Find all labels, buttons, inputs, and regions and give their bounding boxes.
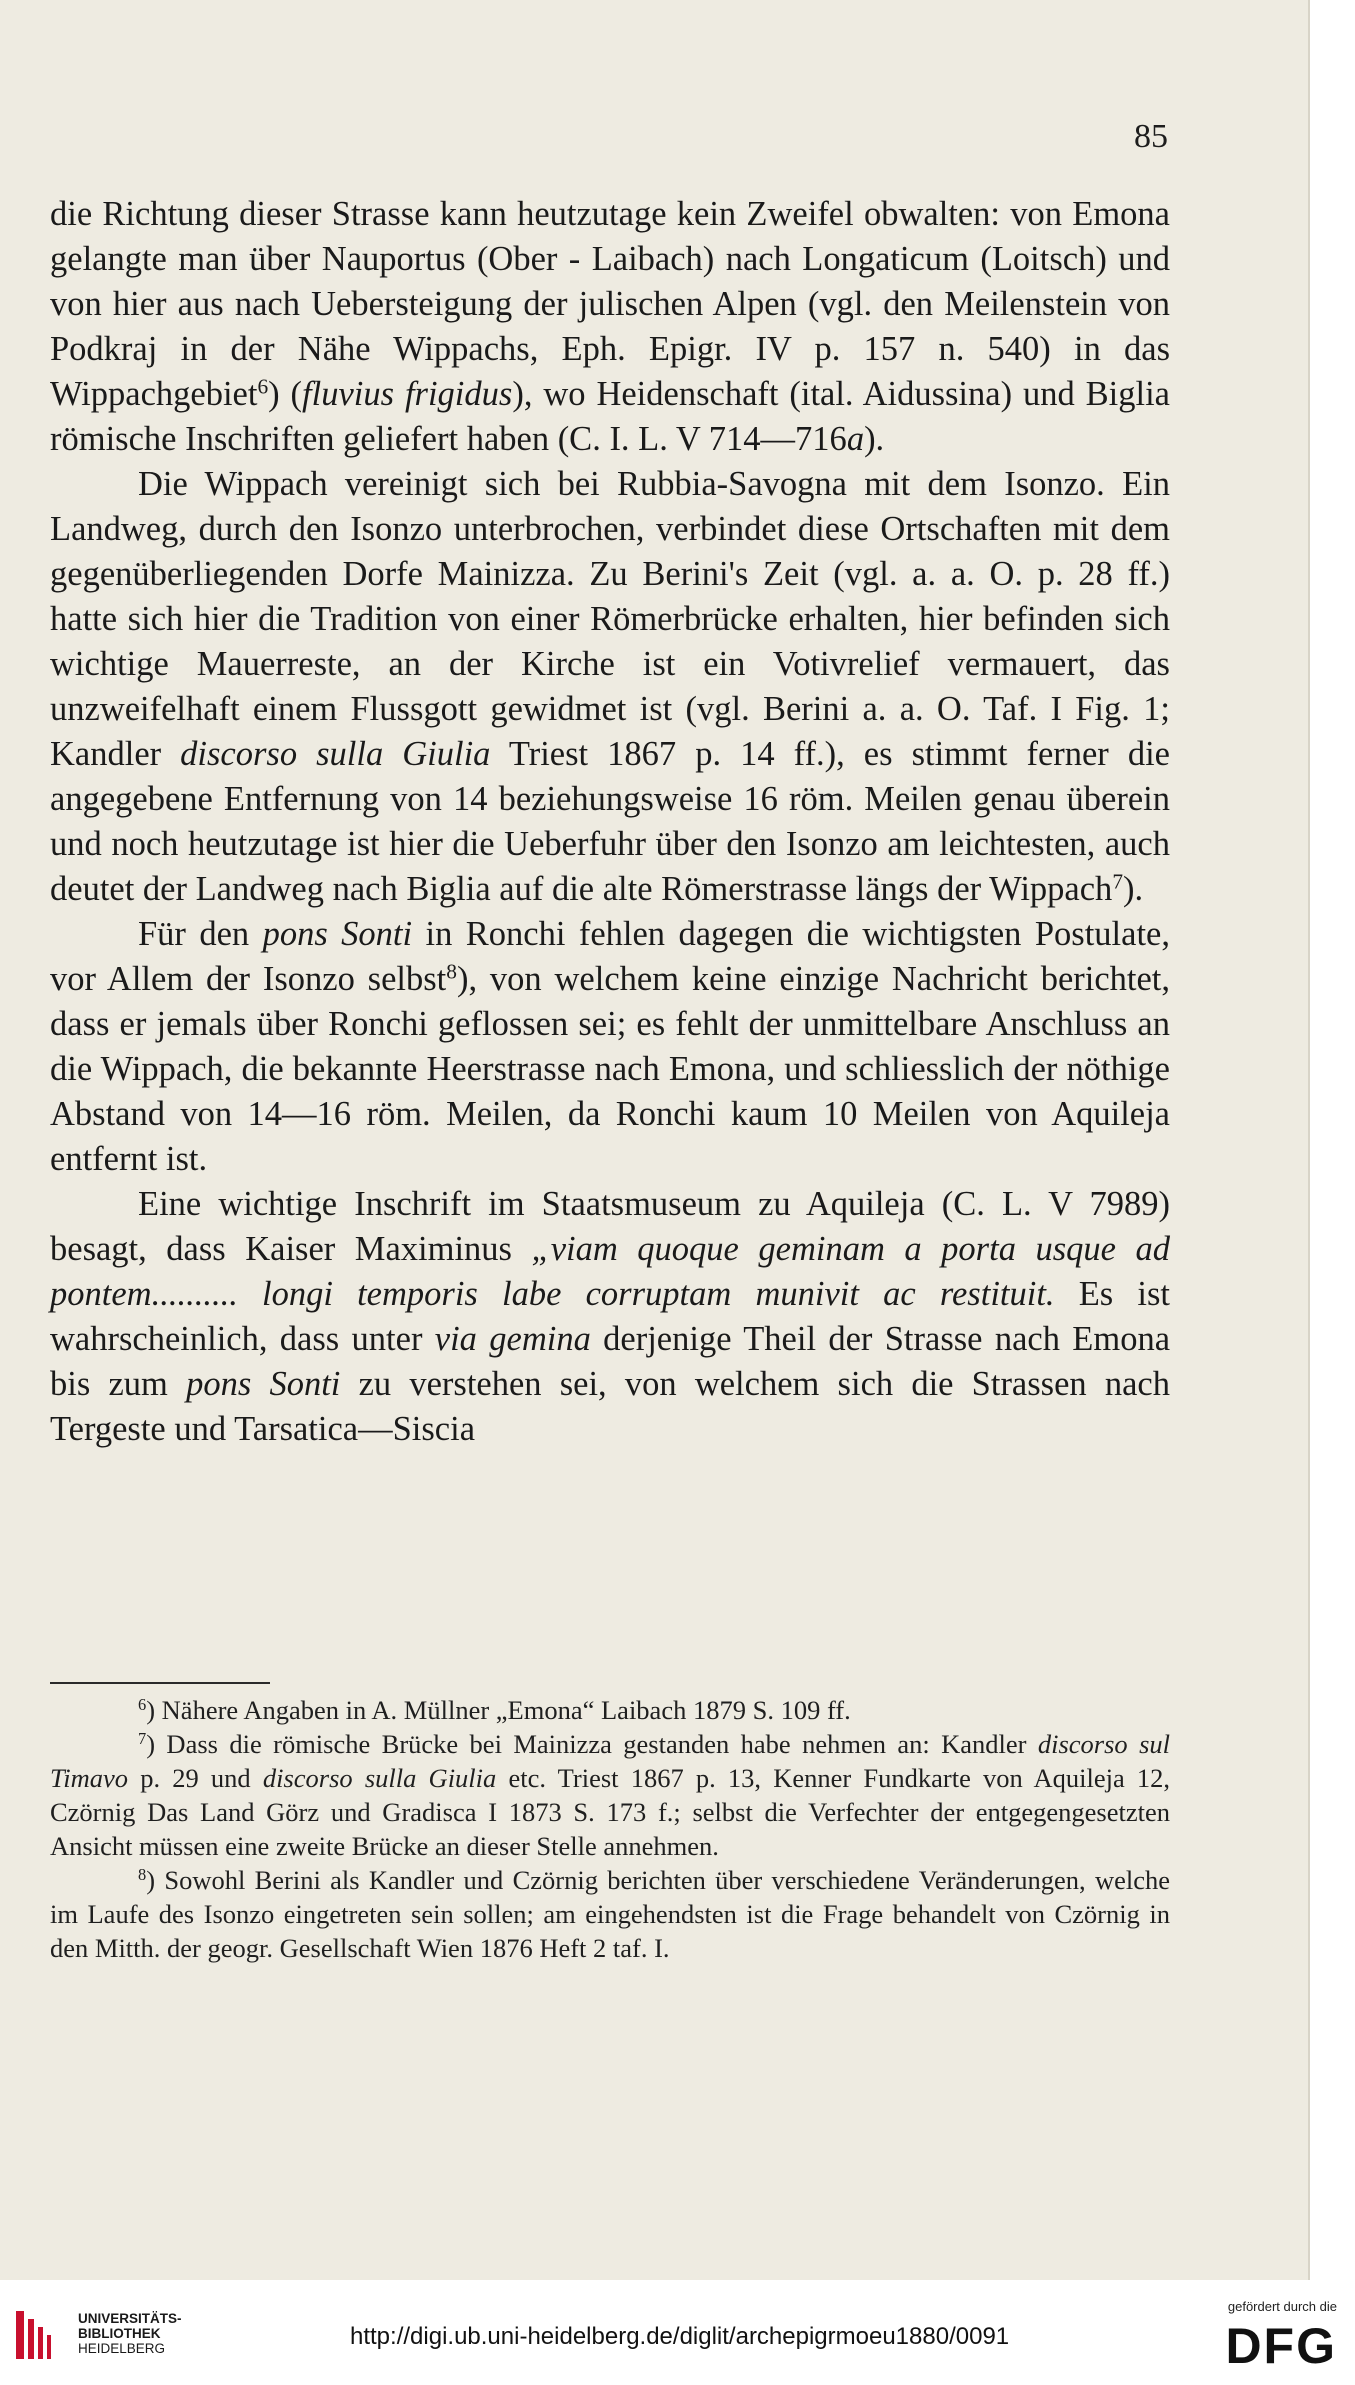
main-text <box>50 192 1170 1452</box>
footnotes <box>50 1693 1170 1965</box>
page-number: 85 <box>1134 118 1168 155</box>
library-logo-icon <box>12 2305 72 2365</box>
footnote-6: $^6$) Nähere Angaben in A. Müllner „Emona“ Laibach 1879 S. 109 ff. <box>138 1694 851 1725</box>
library-name: UNIVERSITÄTS- BIBLIOTHEK HEIDELBERG <box>78 2311 182 2356</box>
footnote-7: $^7$) Dass die römische Brücke bei Mainizza gestanden habe nehmen an: Kandler discorso sul Timavo p. 29 und discorso sulla Giulia etc. Triest 1867 p. 13, Kenner Fundkarte von Aquileja 12, Czörnig Das Land Görz und Gradisca I 1873 S. 173 f.; selbst die Verfechter der entgegengesetzten Ansicht müssen eine zweite Brücke an dieser Stelle annehmen. <box>50 1728 1171 1861</box>
footer-bar <box>0 2285 1355 2385</box>
paragraph-3: Für den pons Sonti in Ronchi fehlen dagegen die wichtigsten Postulate, vor Allem der Isonzo selbst$^8$), von welchem keine einzige Nachricht berichtet, dass er jemals über Ronchi geflossen sei; es fehlt der unmittelbare Anschluss an die Wippach, die bekannte Heerstrasse nach Emona, und schliesslich der nöthige Abstand von 14—16 röm. Meilen, da Ronchi kaum 10 Meilen von Aquileja entfernt ist. <box>50 915 1171 1178</box>
dfg-logo: DFG <box>1225 2318 1337 2374</box>
footnote-ref-7[interactable]: 7 <box>1112 869 1123 894</box>
footnote-8: $^8$) Sowohl Berini als Kandler und Czörnig berichten über verschiedene Veränderungen, welche im Laufe des Isonzo eingetreten sein sollen; am eingehendsten ist die Frage behandelt von Czörnig in den Mitth. der geogr. Gesellschaft Wien 1876 Heft 2 taf. I. <box>50 1864 1170 1963</box>
footnote-ref-8[interactable]: 8 <box>446 959 457 984</box>
permalink-url[interactable]: http://digi.ub.uni-heidelberg.de/diglit/archepigrmoeu1880/0091 <box>350 2323 1010 2350</box>
dfg-caption: gefördert durch die <box>1227 2299 1337 2314</box>
paragraph-2: Die Wippach vereinigt sich bei Rubbia-Savogna mit dem Isonzo. Ein Landweg, durch den Isonzo unterbrochen, verbindet diese Ortschaften mit dem gegenüberliegenden Dorfe Mainizza. Zu Berini's Zeit (vgl. a. a. O. p. 28 ff.) hatte sich hier die Tradition von einer Römerbrücke erhalten, hier befinden sich wichtige Mauerreste, an der Kirche ist ein Votivrelief vermauert, das unzweifelhaft einem Flussgott gewidmet ist (vgl. Berini a. a. O. Taf. I Fig. 1; Kandler discorso sulla Giulia Triest 1867 p. 14 ff.), es stimmt ferner die angegebene Entfernung von 14 beziehungsweise 16 röm. Meilen genau überein und noch heutzutage ist hier die Ueberfuhr über den Isonzo am leichtesten, auch deutet der Landweg nach Biglia auf die alte Römerstrasse längs der Wippach$^7$). <box>50 465 1170 908</box>
footnote-ref-6[interactable]: 6 <box>257 374 269 399</box>
paragraph-4: Eine wichtige Inschrift im Staatsmuseum zu Aquileja (C. L. V 7989) besagt, dass Kaiser Maximinus „viam quoque geminam a porta usque ad pontem.......... longi temporis labe corruptam munivit ac restituit. Es ist wahrscheinlich, dass unter via gemina derjenige Theil der Strasse nach Emona bis zum pons Sonti zu verstehen sei, von welchem sich die Strassen nach Tergeste und Tarsatica—Siscia <box>50 1185 1171 1448</box>
footnote-divider <box>50 1682 270 1684</box>
paragraph-1: die Richtung dieser Strasse kann heutzutage kein Zweifel obwalten: von Emona gelangte man über Nauportus (Ober - Laibach) nach Longaticum (Loitsch) und von hier aus nach Uebersteigung der julischen Alpen (vgl. den Meilenstein von Podkraj in der Nähe Wippachs, Eph. Epigr. IV p. 157 n. 540) in das Wippachgebiet$^6$) (fluvius frigidus), wo Heidenschaft (ital. Aidussina) und Biglia römische Inschriften geliefert haben (C. I. L. V 714—716a). <box>50 195 1170 458</box>
